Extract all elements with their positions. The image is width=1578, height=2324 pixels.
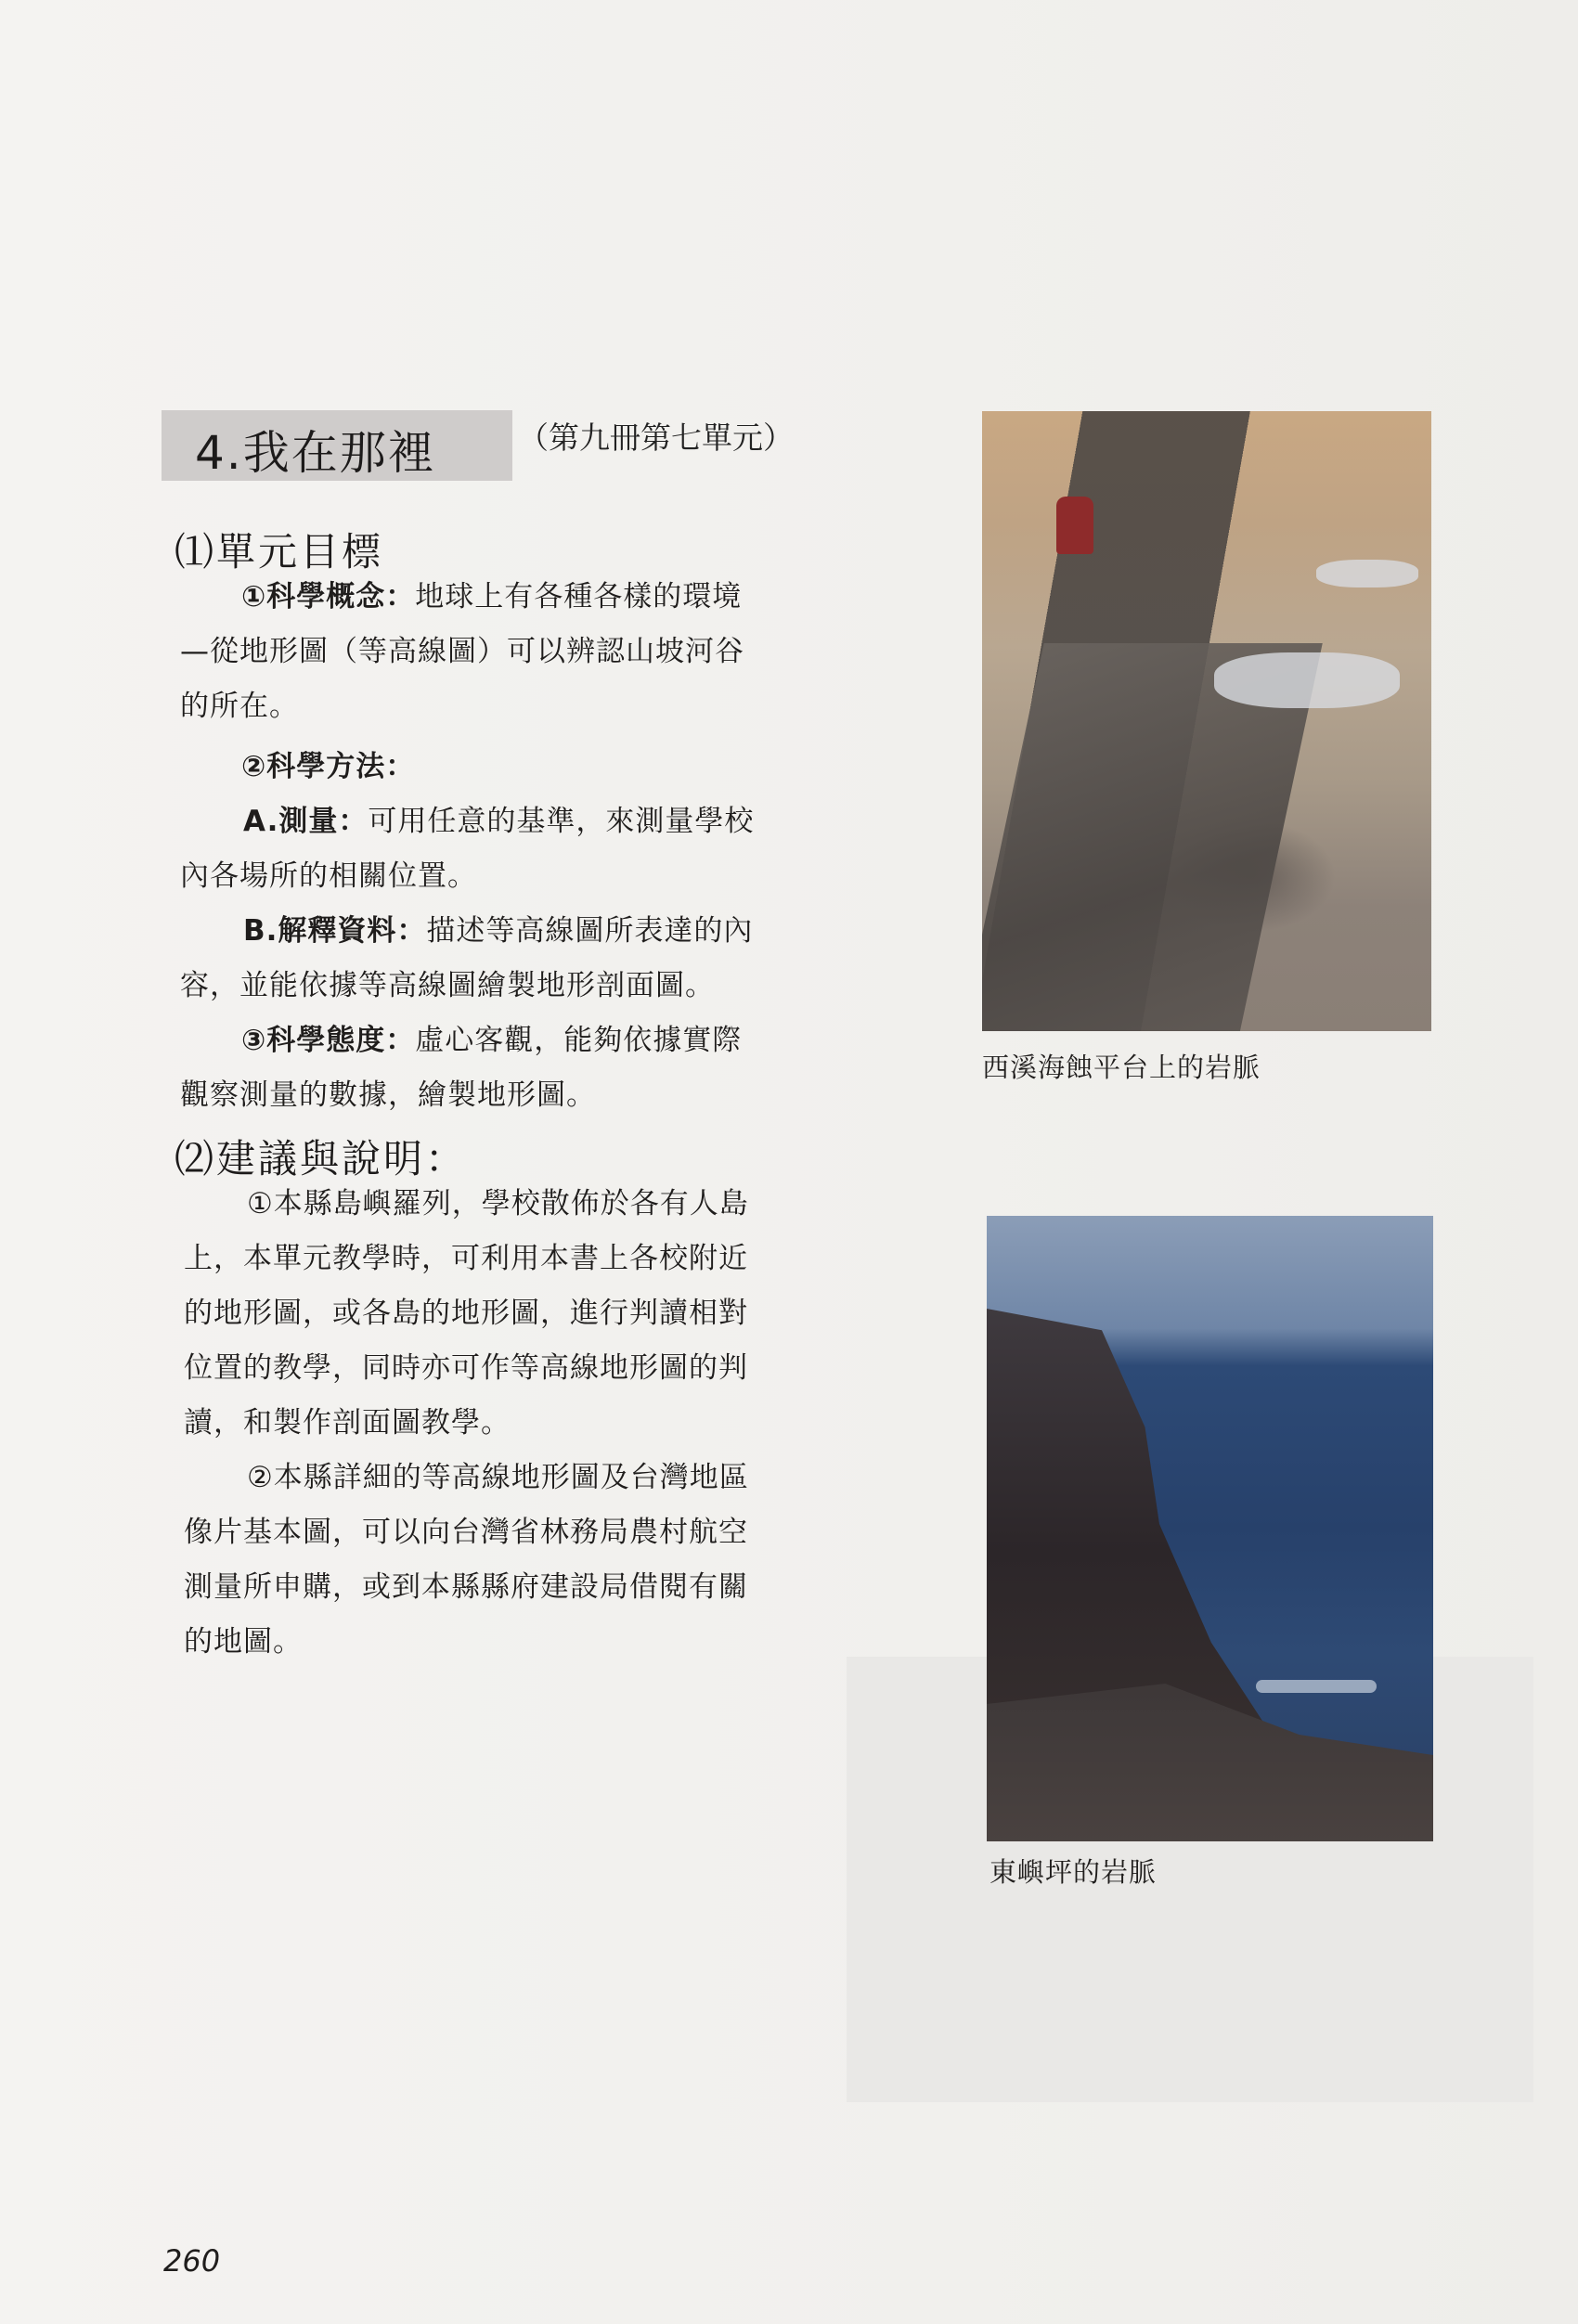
person-figure bbox=[1056, 497, 1093, 554]
objective-line-4: ②科學方法： bbox=[241, 750, 416, 783]
suggestion-line-5: 讀，和製作剖面圖教學。 bbox=[184, 1406, 511, 1440]
suggestion-line-1: ①本縣島嶼羅列，學校散佈於各有人島 bbox=[247, 1187, 749, 1220]
section-objectives-title: ⑴單元目標 bbox=[175, 529, 384, 575]
objective-line-2: —從地形圖（等高線圖）可以辨認山坡河谷 bbox=[180, 635, 744, 668]
suggestion-line-9: 的地圖。 bbox=[184, 1625, 303, 1659]
unit-reference: （第九冊第七單元） bbox=[518, 420, 794, 456]
suggestion-line-6: ②本縣詳細的等高線地形圖及台灣地區 bbox=[247, 1461, 749, 1494]
objective-line-7: B.解釋資料：描述等高線圖所表達的內 bbox=[243, 914, 754, 948]
photo-caption-1: 西溪海蝕平台上的岩脈 bbox=[982, 1052, 1261, 1083]
page-title: 4.我在那裡 bbox=[195, 426, 436, 480]
objective-line-8: 容，並能依據等高線圖繪製地形剖面圖。 bbox=[180, 969, 715, 1002]
photo-dongyuping-dike bbox=[987, 1216, 1433, 1841]
suggestion-line-8: 測量所申購，或到本縣縣府建設局借閱有關 bbox=[184, 1570, 748, 1604]
photo-xixi-dike bbox=[982, 411, 1431, 1031]
page-number: 260 bbox=[163, 2243, 221, 2279]
suggestion-line-3: 的地形圖，或各島的地形圖，進行判讀相對 bbox=[184, 1297, 748, 1330]
tide-pool bbox=[1316, 560, 1418, 587]
objective-line-1: ①科學概念：地球上有各種各樣的環境 bbox=[241, 580, 743, 613]
photo-caption-2: 東嶼坪的岩脈 bbox=[989, 1856, 1158, 1888]
suggestion-line-2: 上，本單元教學時，可利用本書上各校附近 bbox=[184, 1242, 748, 1275]
objective-line-9: ③科學態度：虛心客觀，能夠依據實際 bbox=[241, 1024, 743, 1057]
section-suggestions-title: ⑵建議與說明： bbox=[175, 1136, 468, 1181]
wave-foam bbox=[1256, 1680, 1377, 1693]
objective-line-3: 的所在。 bbox=[180, 690, 299, 723]
objective-line-5: A.測量：可用任意的基準，來測量學校 bbox=[243, 805, 755, 838]
objective-line-6: 內各場所的相關位置。 bbox=[180, 859, 477, 893]
tide-pool bbox=[1214, 652, 1400, 708]
objective-line-10: 觀察測量的數據，繪製地形圖。 bbox=[180, 1078, 596, 1112]
suggestion-line-4: 位置的教學，同時亦可作等高線地形圖的判 bbox=[184, 1351, 748, 1385]
suggestion-line-7: 像片基本圖，可以向台灣省林務局農村航空 bbox=[184, 1516, 748, 1549]
